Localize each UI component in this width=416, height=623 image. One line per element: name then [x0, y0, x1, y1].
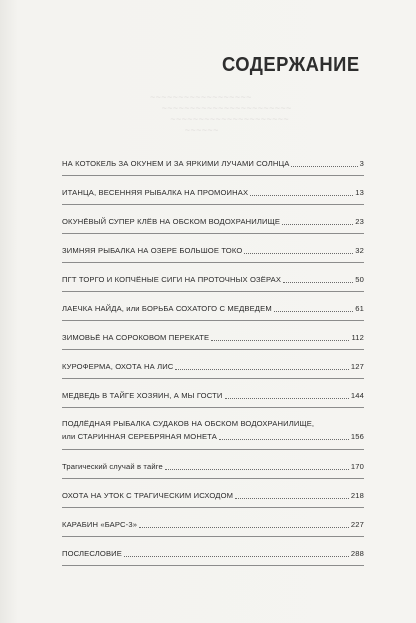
divider — [62, 478, 364, 479]
toc-entry-title: ПОСЛЕСЛОВИЕ — [62, 549, 123, 558]
dot-leader — [139, 527, 349, 528]
toc-entry-page: 13 — [355, 188, 364, 197]
toc-entry[interactable] — [62, 359, 364, 373]
toc-entry[interactable] — [62, 272, 364, 286]
toc-entry-page: 218 — [350, 491, 364, 500]
toc-entry-page: 112 — [351, 333, 364, 342]
toc-entry[interactable] — [62, 388, 364, 402]
dot-leader — [291, 166, 357, 167]
toc-entry-title: КАРАБИН «БАРС-3» — [62, 520, 138, 529]
divider — [62, 507, 364, 508]
toc-entry-title: МЕДВЕДЬ В ТАЙГЕ ХОЗЯИН, А МЫ ГОСТИ — [62, 391, 223, 400]
toc-entry[interactable] — [62, 156, 364, 170]
toc-entry-title: ЗИМОВЬЁ НА СОРОКОВОМ ПЕРЕКАТЕ — [62, 333, 210, 342]
toc-entry[interactable] — [62, 517, 364, 531]
toc-entry-page: 32 — [355, 246, 364, 255]
divider — [62, 378, 364, 379]
dot-leader — [165, 469, 349, 470]
dot-leader — [235, 498, 349, 499]
show-through-text: ~~~~~~~~~~~~~~~~~~ ~~~~~~~~~~~~~~~~~~~~~~~ ~~~~~~~~~~~~~~~~~~~~~ ~~~~~~ — [150, 92, 292, 135]
toc-entry[interactable] — [62, 488, 364, 502]
toc-entry-title: ОХОТА НА УТОК С ТРАГИЧЕСКИМ ИСХОДОМ — [62, 491, 234, 500]
dot-leader — [219, 439, 349, 440]
toc-entry[interactable] — [62, 243, 364, 257]
dot-leader — [283, 282, 353, 283]
dot-leader — [244, 253, 353, 254]
divider — [62, 175, 364, 176]
dot-leader — [175, 369, 348, 370]
toc-entry-title: ПОДЛЁДНАЯ РЫБАЛКА СУДАКОВ НА ОБСКОМ ВОДОХРАНИЛИЩЕ, — [62, 419, 315, 428]
dot-leader — [211, 340, 349, 341]
divider — [62, 262, 364, 263]
toc-entry-page: 23 — [355, 217, 364, 226]
divider — [62, 349, 364, 350]
divider — [62, 291, 364, 292]
toc-entry[interactable] — [62, 214, 364, 228]
table-of-contents — [62, 156, 364, 575]
toc-entry-page: 127 — [350, 362, 364, 371]
toc-entry-page: 3 — [359, 159, 364, 168]
toc-entry-page: 61 — [355, 304, 364, 313]
toc-entry[interactable] — [62, 330, 364, 344]
toc-entry-page: 156 — [350, 432, 364, 441]
toc-entry-page: 170 — [350, 462, 364, 471]
divider — [62, 536, 364, 537]
toc-entry-title: ОКУНЁВЫЙ СУПЕР КЛЁВ НА ОБСКОМ ВОДОХРАНИЛИЩЕ — [62, 217, 281, 226]
toc-entry-title: ИТАНЦА, ВЕСЕННЯЯ РЫБАЛКА НА ПРОМОИНАХ — [62, 188, 249, 197]
toc-entry[interactable] — [62, 417, 364, 444]
dot-leader — [250, 195, 353, 196]
toc-entry[interactable] — [62, 301, 364, 315]
dot-leader — [274, 311, 353, 312]
dot-leader — [282, 224, 353, 225]
divider — [62, 233, 364, 234]
toc-entry-title: КУРОФЕРМА, ОХОТА НА ЛИС — [62, 362, 174, 371]
divider — [62, 449, 364, 450]
divider — [62, 320, 364, 321]
toc-entry-page: 144 — [350, 391, 364, 400]
toc-entry-page: 227 — [350, 520, 364, 529]
toc-entry-title: Трагический случай в тайге — [62, 462, 163, 471]
toc-entry-title: ПГТ ТОРГО И КОПЧЁНЫЕ СИГИ НА ПРОТОЧНЫХ ОЗЁРАХ — [62, 275, 282, 284]
divider — [62, 204, 364, 205]
toc-entry-title: НА КОТОКЕЛЬ ЗА ОКУНЕМ И ЗА ЯРКИМИ ЛУЧАМИ СОЛНЦА — [62, 159, 290, 168]
toc-entry[interactable] — [62, 185, 364, 199]
toc-entry[interactable] — [62, 546, 364, 560]
dot-leader — [225, 398, 349, 399]
divider — [62, 565, 364, 566]
page-title: СОДЕРЖАНИЕ — [222, 54, 360, 76]
toc-entry-subtitle: или СТАРИННАЯ СЕРЕБРЯНАЯ МОНЕТА — [62, 432, 217, 441]
toc-entry[interactable] — [62, 459, 364, 473]
toc-entry-title: ЗИМНЯЯ РЫБАЛКА НА ОЗЕРЕ БОЛЬШОЕ ТОКО — [62, 246, 243, 255]
toc-entry-title: ЛАЕЧКА НАЙДА, или БОРЬБА СОХАТОГО С МЕДВЕДЕМ — [62, 304, 272, 313]
divider — [62, 407, 364, 408]
toc-entry-page: 288 — [350, 549, 364, 558]
dot-leader — [124, 556, 349, 557]
toc-entry-page: 50 — [355, 275, 364, 284]
